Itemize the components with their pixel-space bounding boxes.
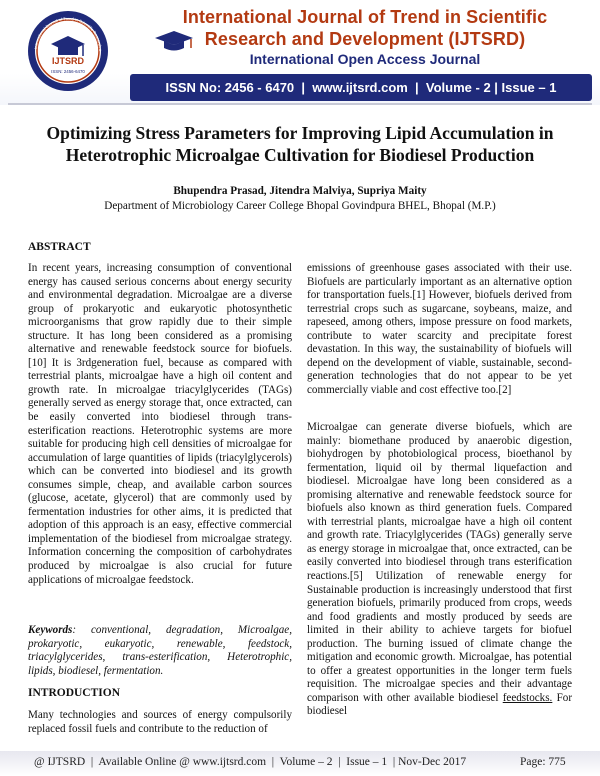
right-column-paragraph-1 — [307, 262, 572, 397]
right-column-paragraph-2 — [307, 421, 572, 719]
journal-header — [0, 0, 600, 105]
keywords-label: Keywords — [28, 624, 73, 636]
introduction-paragraph: Many technologies and sources of energy compulsorily replaced fossil fuels and contribute to the reduction of — [28, 709, 292, 735]
keywords-block — [28, 624, 292, 678]
graduation-cap-icon — [153, 30, 195, 52]
keywords-text: : conventional, degradation, Microalgae, prokaryotic, eukaryotic, renewable, feedstock, triacylglycerides, trans-esterification, Heterotrophic, lipids, biodiesel, fermentation. — [28, 624, 292, 677]
body-text: Microalgae can generate diverse biofuels, which are mainly: biomethane produced by anaerobic digestion, biohydrogen by photobiological process, bioethanol by fermentation, liquid oil by thermal liquefaction and biodiesel. Microalgae have long been considered as a promising alternative and renewable feedstock source for biofuels also known as third generation fuels. Compared with terrestrial plants, microalgae have a high oil content and growth rate. Triacylglycerides (TAGs) generally serve as energy storage in microalgae that, once extracted, can be easily converted into biodiesel through trans esterification reactions.[5] Utilization of renewable energy for Sustainable production is increasingly understood that first generation biofuels, primarily produced from crops, weeds and food gradients and mostly produced by seeds are limited in their ability to achieve targets for biofuel production. The burning issued of climate change the mitigation and economic growth. Microalgae, has potential to offer a greatest opportunities in the longer term fuels requisition. The microalgae species and their advantage comparison with other available biodiesel — [307, 421, 572, 704]
underlined-word: feedstocks. — [502, 691, 553, 704]
paper-title-line-1: Optimizing Stress Parameters for Improving Lipid Accumulation in — [46, 123, 554, 143]
author-list: Bhupendra Prasad, Jitendra Malviya, Supriya Maity — [173, 185, 427, 197]
journal-logo-icon — [27, 10, 109, 92]
paper-title — [20, 122, 580, 166]
header-divider — [8, 103, 592, 105]
abstract-heading: ABSTRACT — [28, 241, 91, 253]
abstract-text — [28, 262, 292, 587]
body-paragraph: emissions of greenhouse gases associated with their use. Biofuels are particularly important as an alternative option for transportation fuels.[1] However, biofuels derived from terrestrial crops such as sugarcane, soybeans, maize, and rapeseed, among others, impose pressure on food markets, contribute to water scarcity and precipitate forest devastation. In this way, the sustainability of biofuels will depend on the development of viable, sustainable, second-generation technologies that do not appear to be yet commercially viable and cost effective too.[2] — [307, 262, 572, 396]
open-access-label: International Open Access Journal — [249, 51, 481, 67]
paper-title-line-2: Heterotrophic Microalgae Cultivation for Biodiesel Production — [65, 145, 535, 165]
journal-title: International Journal of Trend in Scientific Research and Development (IJTSRD) — [182, 7, 548, 49]
footer-citation: @ IJTSRD | Available Online @ www.ijtsrd.com | Volume – 2 | Issue – 1 | Nov-Dec 2017 — [34, 756, 467, 768]
body-paragraph — [307, 421, 572, 719]
body-text-tail: For biodiesel — [307, 691, 573, 718]
page-number: Page: 775 — [520, 756, 566, 768]
introduction-heading: INTRODUCTION — [28, 687, 121, 699]
abstract-paragraph: In recent years, increasing consumption of conventional energy has caused serious concerns about energy security and environmental degradation. Microalgae are a diverse group of prokaryotic and eukaryotic photosynthetic microorganisms that grow rapidly due to their simple structure. It has long been considered as a promising alternative and renewable feedstock source for biofuels.[10] It is 3rdgeneration fuel, because as compared with terrestrial plants, microalgae have a high oil content and growth rate. In microalgae triacylglycerides (TAGs) generally served as energy storage that, once extracted, can be easily converted into biodiesel through trans-esterification reactions. Heterotrophic systems are more suitable for producing high cell densities of microalgae for accumulation of large quantities of lipids (triacylglycerols) which can be converted into biodiesel and its growth consumes simple, cheap, and available carbon sources (glucose, acetate, glycerol) that are commonly used by fermentation industries for other aims, it is predicted that adoption of this approach is an easy, effective commercial implementation of the biodiesel from microalgae strategy. Information concerning the composition of carbohydrates produced by microalgae is also crucial for future applications of microalgae feedstock. — [28, 262, 292, 586]
introduction-text — [28, 709, 292, 736]
logo-label: IJTSRD — [51, 56, 85, 66]
issn-bar: ISSN No: 2456 - 6470 | www.ijtsrd.com | Volume - 2 | Issue – 1 — [130, 74, 592, 101]
logo-ring-text: International Journal of Trend in Scientific Research a — [33, 15, 104, 52]
author-affiliation: Department of Microbiology Career College Bhopal Govindpura BHEL, Bhopal (M.P.) — [104, 200, 496, 212]
logo-issn: ISSN: 2456-6470 — [51, 69, 85, 74]
